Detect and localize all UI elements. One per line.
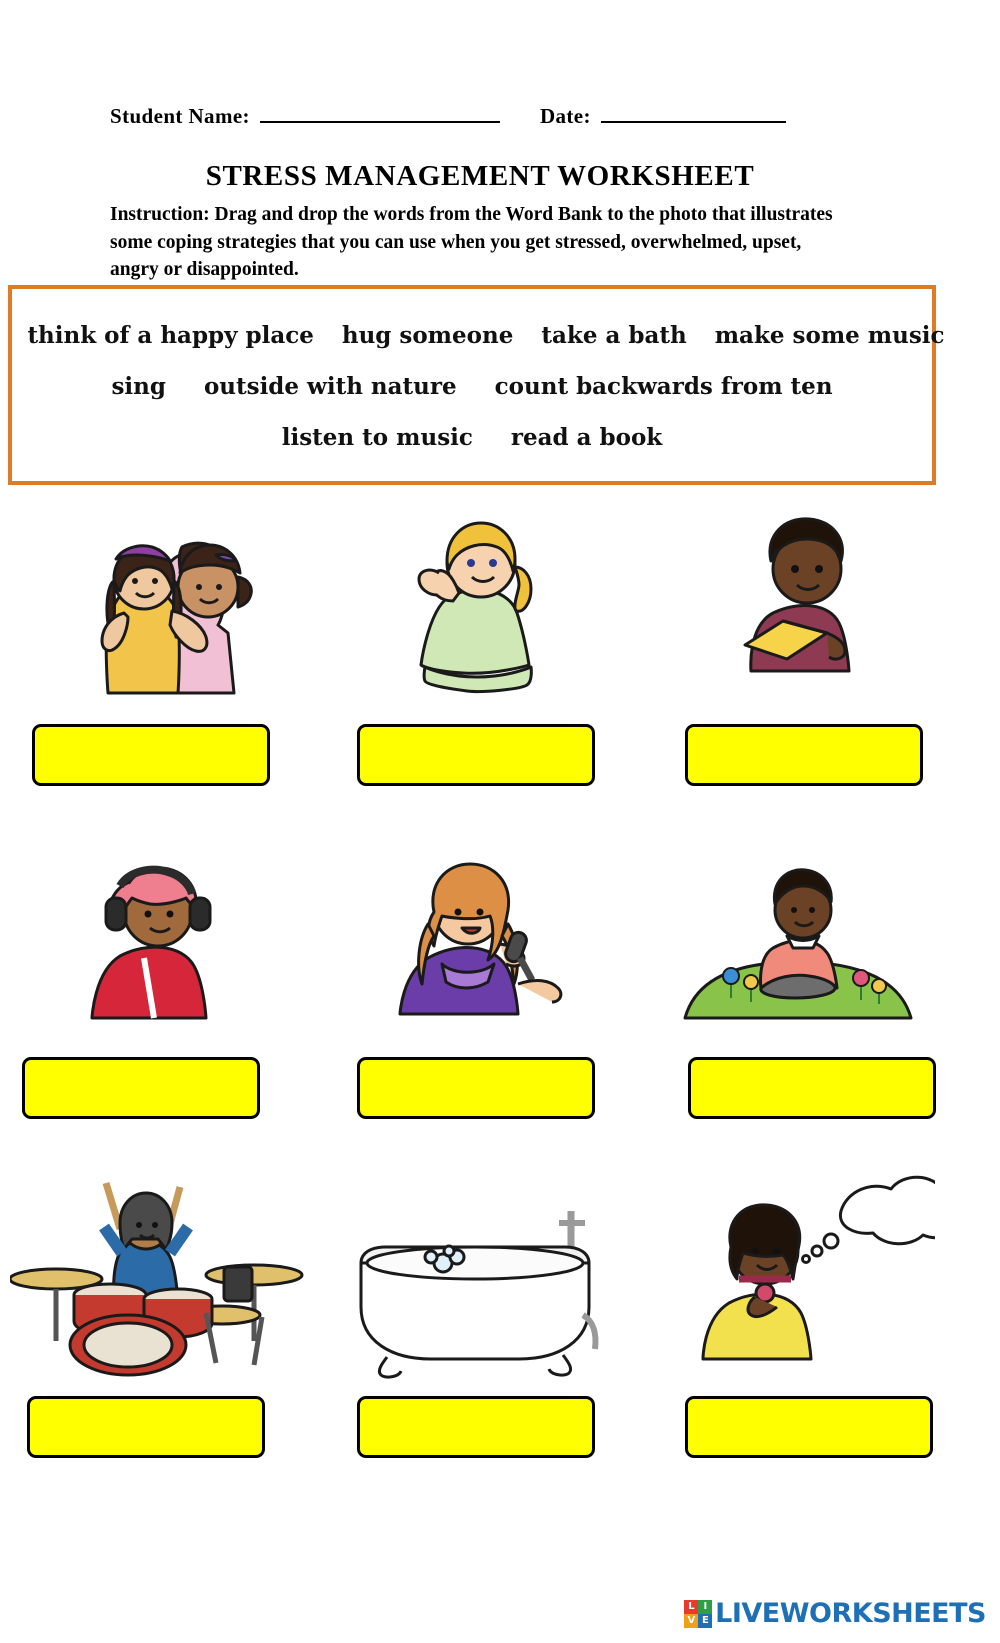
student-info-row: [110, 104, 890, 129]
boy-sitting-outside-with-flowers-illustration: [650, 828, 950, 1053]
logo-square-e: E: [698, 1614, 712, 1628]
liveworksheets-logo[interactable]: [684, 1598, 986, 1629]
answer-dropzone[interactable]: [685, 1396, 933, 1458]
word-bank-row: [12, 424, 932, 451]
girl-playing-drums-illustration: [10, 1167, 310, 1392]
page-title: STRESS MANAGEMENT WORKSHEET: [205, 160, 755, 192]
picture-cell-hug-someone: [0, 495, 320, 786]
word-chip-take-a-bath[interactable]: take a bath: [541, 322, 687, 349]
logo-square-v: V: [684, 1614, 698, 1628]
answer-dropzone[interactable]: [32, 724, 270, 786]
word-bank: [8, 285, 945, 485]
instruction-text: Instruction: Drag and drop the words from the Word Bank to the photo that illustrates some coping strategies that you can use when you get stressed, overwhelmed, upset, angry or disappointed.: [110, 204, 833, 281]
girl-singing-microphone-illustration: [330, 828, 630, 1053]
date-field[interactable]: [601, 120, 786, 123]
word-chip-listen-to-music[interactable]: listen to music: [281, 424, 473, 451]
two-girls-hugging-illustration: [10, 495, 310, 720]
logo-squares-icon: [684, 1600, 712, 1628]
answer-dropzone[interactable]: [688, 1057, 936, 1119]
answer-dropzone[interactable]: [357, 1057, 595, 1119]
picture-row-1: [0, 495, 960, 786]
picture-grid: [0, 495, 960, 1458]
word-chip-read-a-book[interactable]: read a book: [510, 424, 663, 451]
picture-cell-drums: [0, 1167, 320, 1458]
answer-dropzone[interactable]: [357, 724, 595, 786]
picture-row-2: [0, 828, 960, 1119]
picture-cell-singing-girl: [320, 828, 640, 1119]
girl-with-headphones-illustration: [10, 828, 310, 1053]
picture-cell-clapping-girl: [320, 495, 640, 786]
picture-cell-headphones-girl: [0, 828, 320, 1119]
word-chip-think-of-a-happy-place[interactable]: think of a happy place: [27, 322, 314, 349]
girl-sitting-clapping-illustration: [330, 495, 630, 720]
boy-reading-book-illustration: [650, 495, 950, 720]
answer-dropzone[interactable]: [27, 1396, 265, 1458]
bathtub-illustration: [330, 1167, 630, 1392]
answer-dropzone[interactable]: [22, 1057, 260, 1119]
student-name-label: Student Name:: [110, 104, 250, 128]
girl-thinking-happy-place-illustration: [650, 1167, 950, 1392]
logo-square-l: L: [684, 1600, 698, 1614]
word-bank-row: [12, 322, 946, 349]
answer-dropzone[interactable]: [357, 1396, 595, 1458]
word-bank-row: [12, 373, 932, 400]
student-name-field[interactable]: [260, 120, 500, 123]
picture-cell-happy-place: [640, 1167, 960, 1458]
answer-dropzone[interactable]: [685, 724, 923, 786]
logo-text: LIVEWORKSHEETS: [715, 1598, 986, 1629]
picture-cell-reading-boy: [640, 495, 960, 786]
word-chip-sing[interactable]: sing: [111, 373, 166, 400]
word-chip-outside-with-nature[interactable]: outside with nature: [203, 373, 457, 400]
date-label: Date:: [539, 104, 591, 128]
word-chip-count-backwards-from-ten[interactable]: count backwards from ten: [494, 373, 833, 400]
picture-row-3: [0, 1167, 960, 1458]
picture-cell-bathtub: [320, 1167, 640, 1458]
picture-cell-outside-nature: [640, 828, 960, 1119]
word-chip-make-some-music[interactable]: make some music: [714, 322, 945, 349]
word-chip-hug-someone[interactable]: hug someone: [341, 322, 514, 349]
logo-square-i: I: [698, 1600, 712, 1614]
